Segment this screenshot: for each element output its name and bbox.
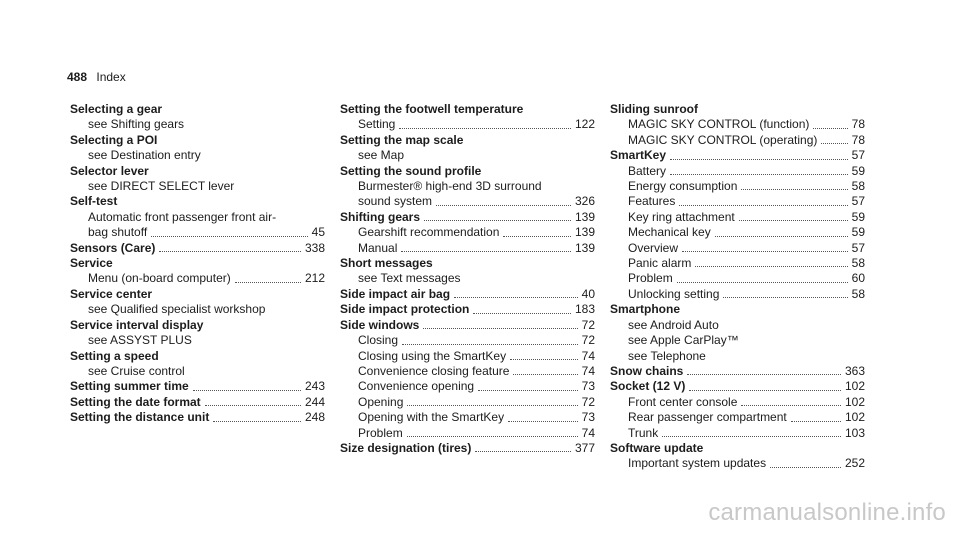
subentry-text: see Qualified specialist workshop <box>88 302 266 317</box>
index-subentry <box>340 379 595 394</box>
index-subentry <box>610 287 865 302</box>
index-subentry <box>610 410 865 425</box>
index-entry <box>70 410 325 425</box>
index-heading: Shifting gears <box>340 209 421 224</box>
subentry-text: see Map <box>358 148 405 163</box>
index-entry <box>70 287 325 318</box>
subentry-text: Trunk <box>628 425 659 440</box>
index-subentry <box>70 333 325 348</box>
index-entry <box>70 194 325 240</box>
leader-dots <box>510 355 578 360</box>
page-header <box>67 70 126 84</box>
index-subentry <box>610 349 865 364</box>
index-heading-row <box>340 210 595 225</box>
page-ref-link[interactable]: 57 <box>851 194 865 209</box>
index-heading-row <box>610 302 865 317</box>
page-ref-link[interactable]: 139 <box>574 240 595 255</box>
leader-dots <box>821 139 847 144</box>
index-entry <box>340 164 595 210</box>
index-heading-row <box>70 410 325 425</box>
index-heading-row <box>340 102 595 117</box>
index-heading: Short messages <box>340 256 433 271</box>
leader-dots <box>670 155 848 160</box>
subentry-continuation-text: bag shutoff <box>88 225 148 240</box>
index-entry <box>70 256 325 287</box>
page-ref-link[interactable]: 243 <box>304 379 325 394</box>
index-heading: SmartKey <box>610 148 667 163</box>
page-ref-link[interactable]: 73 <box>581 379 595 394</box>
index-entry <box>610 441 865 472</box>
index-heading-row <box>610 441 865 456</box>
leader-dots <box>682 247 848 252</box>
index-heading-row <box>70 133 325 148</box>
index-heading-row <box>70 102 325 117</box>
subentry-text: Energy consumption <box>628 179 738 194</box>
page-ref-link[interactable]: 59 <box>851 225 865 240</box>
index-heading: Setting the footwell temperature <box>340 102 524 116</box>
subentry-text: Convenience opening <box>358 379 475 394</box>
leader-dots <box>662 432 841 437</box>
index-heading: Setting the map scale <box>340 132 464 147</box>
page-ref-link[interactable]: 57 <box>851 240 865 255</box>
leader-dots <box>715 232 848 237</box>
index-subentry <box>610 271 865 286</box>
index-heading-row <box>340 133 595 148</box>
page-ref-link[interactable]: 103 <box>844 425 865 440</box>
page-ref-link[interactable]: 78 <box>851 132 865 147</box>
subentry-text: Unlocking setting <box>628 286 720 301</box>
index-subentry <box>610 333 865 348</box>
index-entry <box>70 164 325 195</box>
index-heading: Side windows <box>340 317 420 332</box>
index-entry <box>70 395 325 410</box>
subentry-text: see Android Auto <box>628 317 719 332</box>
page-ref-link[interactable]: 78 <box>851 117 865 132</box>
page-ref-link[interactable]: 139 <box>574 209 595 224</box>
leader-dots <box>813 124 847 129</box>
index-subentry <box>610 256 865 271</box>
index-subentry <box>610 194 865 209</box>
index-subentry <box>70 210 325 225</box>
index-subentry <box>340 117 595 132</box>
index-heading-row <box>340 287 595 302</box>
page-ref-link[interactable]: 72 <box>581 394 595 409</box>
leader-dots <box>741 185 847 190</box>
leader-dots <box>473 309 571 314</box>
index-entry <box>610 364 865 379</box>
index-heading: Service center <box>70 286 153 301</box>
leader-dots <box>407 432 578 437</box>
index-subentry <box>70 302 325 317</box>
index-subentry <box>610 164 865 179</box>
index-heading-row <box>610 148 865 163</box>
subentry-text: see Destination entry <box>88 148 201 163</box>
subentry-text: Rear passenger compartment <box>628 410 787 425</box>
index-entry <box>610 148 865 302</box>
index-heading-row <box>340 256 595 271</box>
subentry-text: Features <box>628 194 676 209</box>
leader-dots <box>687 370 841 375</box>
index-heading-row <box>340 318 595 333</box>
index-subentry <box>70 179 325 194</box>
page-ref-link[interactable]: 74 <box>581 425 595 440</box>
index-subentry <box>610 456 865 471</box>
page-ref-link[interactable]: 102 <box>844 410 865 425</box>
index-heading-row <box>340 302 595 317</box>
index-subentry <box>610 426 865 441</box>
page-ref-link[interactable]: 60 <box>851 271 865 286</box>
index-subentry <box>340 225 595 240</box>
leader-dots <box>513 370 577 375</box>
leader-dots <box>503 232 571 237</box>
index-entry <box>70 318 325 349</box>
index-subentry <box>70 271 325 286</box>
index-subentry <box>610 133 865 148</box>
index-heading: Software update <box>610 440 704 455</box>
page-ref-link[interactable]: 244 <box>304 394 325 409</box>
index-heading: Size designation (tires) <box>340 440 472 455</box>
index-heading: Self-test <box>70 194 118 209</box>
subentry-text: Manual <box>358 240 398 255</box>
index-entry <box>340 256 595 287</box>
page-ref-link[interactable]: 58 <box>851 179 865 194</box>
page-ref-link[interactable]: 122 <box>574 117 595 132</box>
subentry-text: Panic alarm <box>628 256 692 271</box>
leader-dots <box>399 124 571 129</box>
leader-dots <box>508 417 578 422</box>
page-ref-link[interactable]: 59 <box>851 163 865 178</box>
index-entry <box>340 441 595 456</box>
index-subentry <box>340 349 595 364</box>
leader-dots <box>695 262 847 267</box>
subentry-text: see Telephone <box>628 348 706 363</box>
index-heading: Snow chains <box>610 363 684 378</box>
index-subentry <box>340 148 595 163</box>
leader-dots <box>402 340 578 345</box>
leader-dots <box>401 247 571 252</box>
index-subentry-continuation <box>340 194 595 209</box>
index-heading-row <box>70 349 325 364</box>
leader-dots <box>770 463 841 468</box>
index-entry <box>610 379 865 441</box>
index-heading: Service <box>70 256 113 271</box>
page-ref-link[interactable]: 72 <box>581 333 595 348</box>
index-heading-row <box>340 441 595 456</box>
index-entry <box>340 133 595 164</box>
leader-dots <box>407 401 577 406</box>
subentry-text: Burmester® high-end 3D surround <box>358 179 542 194</box>
leader-dots <box>151 232 307 237</box>
index-subentry <box>340 364 595 379</box>
page-ref-link[interactable]: 74 <box>581 348 595 363</box>
index-heading: Side impact protection <box>340 302 470 317</box>
index-heading-row <box>610 379 865 394</box>
leader-dots <box>741 401 841 406</box>
subentry-continuation-text: sound system <box>358 194 433 209</box>
page-ref-link[interactable]: 74 <box>581 363 595 378</box>
index-heading-row <box>610 364 865 379</box>
index-subentry <box>70 148 325 163</box>
page-ref-link[interactable]: 338 <box>304 240 325 255</box>
leader-dots <box>205 401 301 406</box>
index-subentry <box>610 210 865 225</box>
subentry-text: Key ring attachment <box>628 209 735 224</box>
index-heading: Service interval display <box>70 317 204 332</box>
leader-dots <box>454 293 578 298</box>
index-subentry <box>340 333 595 348</box>
index-column-3 <box>610 102 865 472</box>
page-ref-link[interactable]: 139 <box>574 225 595 240</box>
index-heading-row <box>70 164 325 179</box>
index-entry <box>70 102 325 133</box>
page-ref-link[interactable]: 58 <box>851 286 865 301</box>
index-entry <box>70 379 325 394</box>
subentry-text: MAGIC SKY CONTROL (function) <box>628 117 810 132</box>
index-heading: Side impact air bag <box>340 286 451 301</box>
page-ref-link[interactable]: 183 <box>574 302 595 317</box>
page-ref-link[interactable]: 45 <box>311 225 325 240</box>
leader-dots <box>159 247 301 252</box>
subentry-text: see Cruise control <box>88 363 185 378</box>
leader-dots <box>679 201 847 206</box>
index-entry <box>340 102 595 133</box>
index-heading-row <box>70 395 325 410</box>
leader-dots <box>193 386 301 391</box>
index-entry <box>340 210 595 256</box>
index-entry <box>340 318 595 441</box>
subentry-text: Automatic front passenger front air- <box>88 209 277 224</box>
index-heading-row <box>70 318 325 333</box>
index-subentry <box>610 225 865 240</box>
leader-dots <box>213 417 301 422</box>
index-subentry <box>340 395 595 410</box>
subentry-text: Mechanical key <box>628 225 711 240</box>
subentry-text: Opening with the SmartKey <box>358 410 505 425</box>
subentry-text: Problem <box>358 425 403 440</box>
index-heading: Sliding sunroof <box>610 102 698 116</box>
index-subentry <box>340 179 595 194</box>
index-heading: Selecting a gear <box>70 102 163 116</box>
page-ref-link[interactable]: 57 <box>851 148 865 163</box>
index-heading-row <box>610 102 865 117</box>
subentry-text: see Apple CarPlay™ <box>628 333 739 348</box>
index-heading: Setting a speed <box>70 348 159 363</box>
index-heading: Setting the sound profile <box>340 163 482 178</box>
index-subentry <box>610 395 865 410</box>
index-subentry <box>610 179 865 194</box>
leader-dots <box>475 447 571 452</box>
subentry-text: Opening <box>358 394 404 409</box>
section-title: Index <box>96 70 126 84</box>
page-ref-link[interactable]: 212 <box>304 271 325 286</box>
page-ref-link[interactable]: 252 <box>844 456 865 471</box>
page-ref-link[interactable]: 73 <box>581 410 595 425</box>
page-ref-link[interactable]: 102 <box>844 379 865 394</box>
leader-dots <box>235 278 301 283</box>
subentry-text: MAGIC SKY CONTROL (operating) <box>628 132 818 147</box>
index-entry <box>70 133 325 164</box>
index-heading: Setting summer time <box>70 379 189 394</box>
index-heading: Selecting a POI <box>70 132 158 147</box>
leader-dots <box>677 278 848 283</box>
page-ref-link[interactable]: 72 <box>581 317 595 332</box>
leader-dots <box>791 417 841 422</box>
index-heading-row <box>70 194 325 209</box>
subentry-text: Front center console <box>628 394 738 409</box>
leader-dots <box>423 324 577 329</box>
index-entry <box>340 302 595 317</box>
index-subentry <box>340 241 595 256</box>
leader-dots <box>689 386 841 391</box>
subentry-text: Convenience closing feature <box>358 363 510 378</box>
index-subentry <box>340 426 595 441</box>
leader-dots <box>478 386 578 391</box>
index-entry <box>340 287 595 302</box>
index-heading: Selector lever <box>70 163 149 178</box>
watermark: carmanualsonline.info <box>708 499 946 526</box>
subentry-text: see DIRECT SELECT lever <box>88 179 235 194</box>
subentry-text: Menu (on-board computer) <box>88 271 231 286</box>
subentry-text: Closing <box>358 333 399 348</box>
subentry-text: see ASSYST PLUS <box>88 333 192 348</box>
index-heading: Sensors (Care) <box>70 240 156 255</box>
subentry-text: Battery <box>628 163 667 178</box>
subentry-text: Gearshift recommendation <box>358 225 500 240</box>
index-subentry-continuation <box>70 225 325 240</box>
index-heading-row <box>70 287 325 302</box>
subentry-text: see Shifting gears <box>88 117 185 132</box>
index-heading: Smartphone <box>610 302 681 317</box>
index-heading-row <box>340 164 595 179</box>
index-subentry <box>610 318 865 333</box>
index-column-1 <box>70 102 325 426</box>
page-ref-link[interactable]: 59 <box>851 209 865 224</box>
index-heading-row <box>70 256 325 271</box>
index-subentry <box>70 117 325 132</box>
subentry-text: Overview <box>628 240 679 255</box>
page-ref-link[interactable]: 377 <box>574 440 595 455</box>
leader-dots <box>670 170 848 175</box>
index-subentry <box>610 241 865 256</box>
index-subentry <box>70 364 325 379</box>
page-ref-link[interactable]: 326 <box>574 194 595 209</box>
subentry-text: Setting <box>358 117 396 132</box>
index-subentry <box>340 410 595 425</box>
leader-dots <box>723 293 847 298</box>
page-ref-link[interactable]: 363 <box>844 363 865 378</box>
index-heading: Socket (12 V) <box>610 379 686 394</box>
leader-dots <box>436 201 571 206</box>
page-ref-link[interactable]: 58 <box>851 256 865 271</box>
index-column-2 <box>340 102 595 456</box>
page-ref-link[interactable]: 248 <box>304 410 325 425</box>
index-subentry <box>610 117 865 132</box>
subentry-text: Problem <box>628 271 673 286</box>
index-heading: Setting the date format <box>70 394 201 409</box>
index-heading-row <box>70 379 325 394</box>
page-number: 488 <box>67 70 88 84</box>
page-ref-link[interactable]: 102 <box>844 394 865 409</box>
index-subentry <box>340 271 595 286</box>
index-heading: Setting the distance unit <box>70 410 210 425</box>
subentry-text: see Text messages <box>358 271 461 286</box>
leader-dots <box>424 216 571 221</box>
index-entry <box>610 102 865 148</box>
index-entry <box>610 302 865 364</box>
page-ref-link[interactable]: 40 <box>581 286 595 301</box>
index-entry <box>70 241 325 256</box>
index-entry <box>70 349 325 380</box>
subentry-text: Closing using the SmartKey <box>358 348 507 363</box>
subentry-text: Important system updates <box>628 456 767 471</box>
index-heading-row <box>70 241 325 256</box>
leader-dots <box>739 216 848 221</box>
